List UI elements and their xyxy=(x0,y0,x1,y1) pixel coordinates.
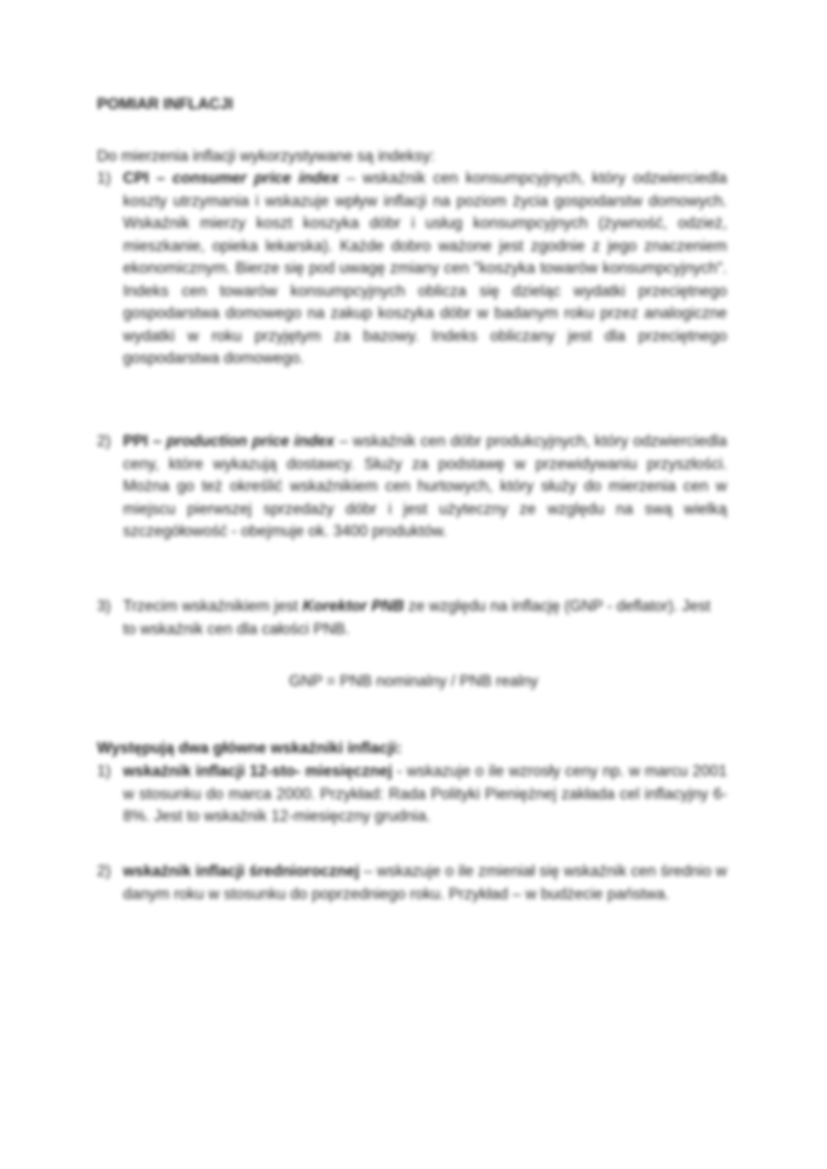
text-after-term: ze względu na inflację (GNP - deflator). Jest to wskaźnik cen dla całości PNB. xyxy=(123,598,711,638)
term-description: – wskaźnik cen konsumpcyjnych, który odzwierciedla koszty utrzymania i wskazuje wpływ inflacji na poziom życia gospodarstw domowych. Wskaźnik mierzy koszt koszyka dóbr i usług konsumpcyjnych (żywność, odzież, mieszkanie, opieka lekarska). Każde dobro ważone jest zgodnie z jego znaczeniem ekonomicznym. Bierze się pod uwagę zmiany cen "koszyka towarów konsumpcyjnych". Indeks cen towarów konsumpcyjnych oblicza się dzieląc wydatki przeciętnego gospodarstwa domowego na zakup koszyka dóbr w badanym roku przez analogiczne wydatki w roku przyjętym za bazowy. Indeks obliczany jest dla przeciętnego gospodarstwa domowego. xyxy=(123,170,727,367)
document-title: POMIAR INFLACJI xyxy=(97,96,234,113)
list-item-ppi xyxy=(97,431,727,544)
list-item-text xyxy=(123,596,727,641)
formula-line: GNP = PNB nominalny / PNB realny xyxy=(288,673,539,690)
term-description: – wskazuje o ile zmieniał się wskaźnik cen średnio w danym roku w stosunku do poprzedniego roku. Przykład – w budżecie państwa. xyxy=(123,863,727,903)
term-expansion: consumer price index xyxy=(172,170,340,187)
term-dash: – xyxy=(148,170,173,187)
term-name: Korektor PNB xyxy=(302,598,405,615)
list-number: 2) xyxy=(97,433,111,450)
list-item-cpi xyxy=(97,168,727,371)
list-number: 1) xyxy=(97,763,111,780)
list-item-text xyxy=(123,168,727,371)
term-description: – wskaźnik cen dóbr produkcyjnych, który odzwierciedla ceny, które wykazują dostawcy. Służy za podstawę w przewidywaniu przyszłości. Można go też określić wskaźnikiem cen hurtowych, który służy do mierzenia cen w miejscu pierwszej sprzedaży dóbr i jest użyteczny ze względu na swą wielką szczegółowość - obejmuje ok. 3400 produktów. xyxy=(123,433,728,540)
intro-paragraph: Do mierzenia inflacji wykorzystywane są indeksy: xyxy=(97,148,435,165)
list-item-gnp-deflator xyxy=(97,596,727,641)
list-item-text xyxy=(123,861,727,906)
list-item-12-month-index xyxy=(97,761,727,829)
term-dash: – xyxy=(147,433,167,450)
list-item-text xyxy=(123,431,727,544)
list-number: 2) xyxy=(97,863,111,880)
term-expansion: production price index xyxy=(166,433,335,450)
term-name: wskaźnik inflacji 12-sto- miesięcznej xyxy=(123,763,393,780)
list-number: 1) xyxy=(97,170,111,187)
term-name: wskaźnik inflacji średniorocznej xyxy=(123,863,360,880)
section-heading: Występują dwa główne wskaźniki inflacji: xyxy=(97,740,402,757)
term-abbreviation: CPI xyxy=(123,170,149,187)
text-before-term: Trzecim wskaźnikiem jest xyxy=(123,598,303,615)
list-item-text xyxy=(123,761,727,829)
term-abbreviation: PPI xyxy=(123,433,148,450)
list-number: 3) xyxy=(97,598,111,615)
list-item-annual-average-index xyxy=(97,861,727,906)
term-description: - wskazuje o ile wzrosły ceny np. w marcu 2001 w stosunku do marca 2000. Przykład: Rada Polityki Pieniężnej zakłada cel inflacyjny 6-8%. Jest to wskaźnik 12-miesięczny grudnia. xyxy=(123,763,727,825)
